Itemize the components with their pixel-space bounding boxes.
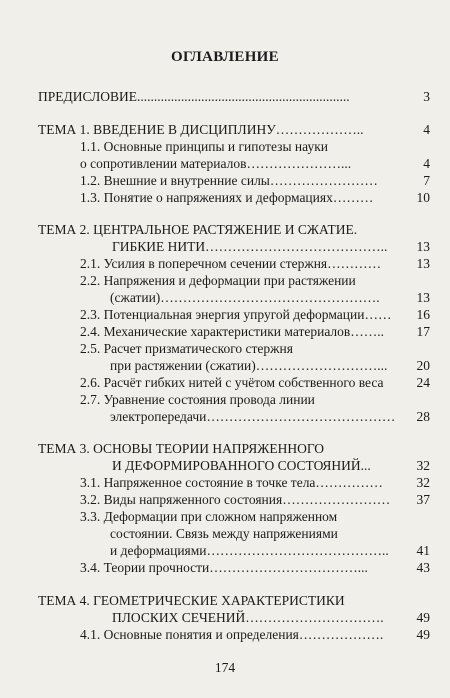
- toc-entry-2-2: 2.2. Напряжения и деформации при растяжении: [80, 273, 356, 288]
- toc-entry-2-7: 2.7. Уравнение состояния провода линии: [80, 392, 315, 407]
- toc-entry-2-5-cont: при растяжении (сжатии)………………………...: [110, 358, 388, 373]
- toc-page-number: 20: [416, 358, 430, 373]
- toc-entry-3-3: 3.3. Деформации при сложном напряженном: [80, 509, 338, 524]
- toc-page-number: 41: [416, 543, 430, 558]
- toc-page-number: 17: [416, 324, 430, 339]
- toc-page-number: 32: [416, 458, 430, 473]
- toc-entry-topic3: ТЕМА 3. ОСНОВЫ ТЕОРИИ НАПРЯЖЕННОГО: [38, 441, 325, 456]
- toc-page-number: 37: [416, 492, 430, 507]
- toc-page-number: 49: [416, 610, 430, 625]
- toc-entry-3-3-cont: состоянии. Связь между напряжениями: [110, 526, 338, 541]
- toc-entry-2-7-cont: электропередачи……………………………………: [110, 409, 396, 424]
- toc-page-number: 4: [423, 156, 430, 171]
- toc-entry-topic4: ТЕМА 4. ГЕОМЕТРИЧЕСКИЕ ХАРАКТЕРИСТИКИ: [38, 593, 345, 608]
- toc-entry-1-1-cont: о сопротивлении материалов…………………...: [80, 156, 352, 171]
- toc-entry-2-6: 2.6. Расчёт гибких нитей с учётом собственного веса: [80, 375, 384, 390]
- toc-entry-topic2-cont: ГИБКИЕ НИТИ…………………………………..: [112, 239, 388, 254]
- toc-entry-2-5: 2.5. Расчет призматического стержня: [80, 341, 293, 356]
- toc-entry-2-2-cont: (сжатии)………………………………………….: [110, 290, 380, 305]
- toc-title: ОГЛАВЛЕНИЕ: [171, 49, 279, 65]
- toc-entry-1-3: 1.3. Понятие о напряжениях и деформациях………: [80, 190, 374, 205]
- toc-entry-3-3-cont2: и деформациями…………………………………..: [110, 543, 389, 558]
- toc-entry-3-4: 3.4. Теории прочности……………………………...: [80, 560, 368, 575]
- toc-page-number: 3: [423, 89, 430, 104]
- toc-page-number: 13: [416, 239, 430, 254]
- toc-entry-topic4-cont: ПЛОСКИХ СЕЧЕНИЙ………………………….: [112, 610, 384, 625]
- toc-entry-2-4: 2.4. Механические характеристики материалов……..: [80, 324, 385, 339]
- toc-page-number: 13: [416, 256, 430, 271]
- toc-entry-1-2: 1.2. Внешние и внутренние силы……………………: [80, 173, 378, 188]
- toc-page-number: 28: [416, 409, 430, 424]
- toc-entry-2-1: 2.1. Усилия в поперечном сечении стержня…………: [80, 256, 382, 271]
- toc-entry-3-1: 3.1. Напряженное состояние в точке тела……………: [80, 475, 383, 490]
- toc-entry-topic3-cont: И ДЕФОРМИРОВАННОГО СОСТОЯНИЙ...: [112, 458, 371, 473]
- toc-page-number: 7: [423, 173, 430, 188]
- toc-page-number: 4: [423, 122, 430, 137]
- toc-entry-topic2: ТЕМА 2. ЦЕНТРАЛЬНОЕ РАСТЯЖЕНИЕ И СЖАТИЕ.: [38, 222, 358, 237]
- toc-page-number: 13: [416, 290, 430, 305]
- toc-entry-preface: ПРЕДИСЛОВИЕ...............................................................: [38, 89, 350, 104]
- toc-page-number: 10: [416, 190, 430, 205]
- toc-entry-4-1: 4.1. Основные понятия и определения……………….: [80, 627, 384, 642]
- toc-page-number: 49: [416, 627, 430, 642]
- toc-page-number: 24: [416, 375, 430, 390]
- toc-entry-topic1: ТЕМА 1. ВВЕДЕНИЕ В ДИСЦИПЛИНУ………………..: [38, 122, 364, 137]
- toc-page-number: 43: [416, 560, 430, 575]
- toc-page-number: 16: [416, 307, 430, 322]
- toc-entry-3-2: 3.2. Виды напряженного состояния……………………: [80, 492, 391, 507]
- toc-entry-1-1: 1.1. Основные принципы и гипотезы науки: [80, 139, 328, 154]
- toc-entry-2-3: 2.3. Потенциальная энергия упругой деформации……: [80, 307, 392, 322]
- toc-page-number: 32: [416, 475, 430, 490]
- page-number-footer: 174: [214, 660, 236, 675]
